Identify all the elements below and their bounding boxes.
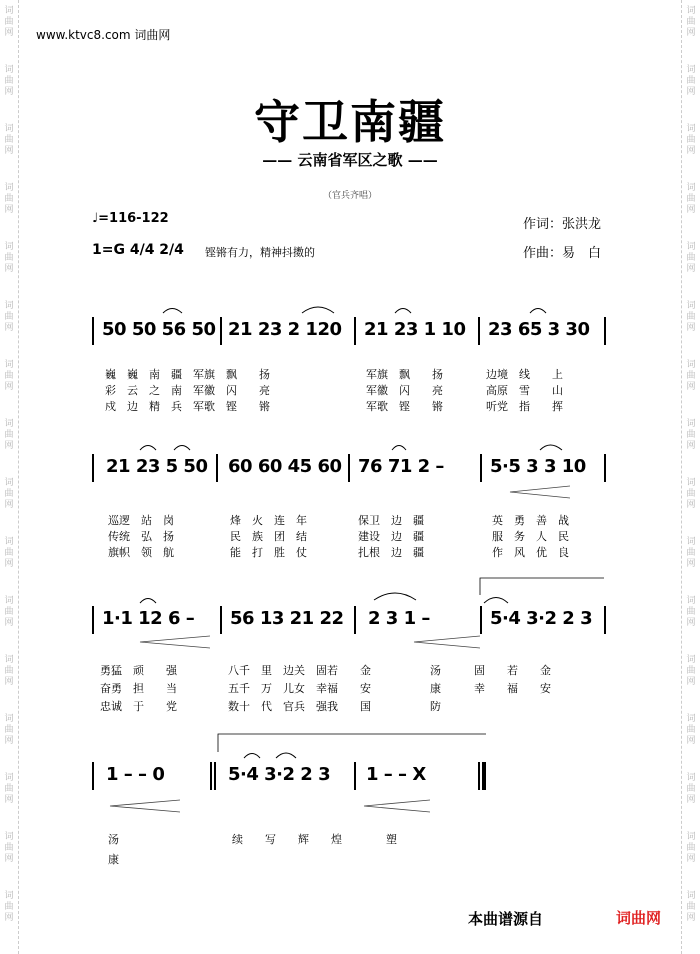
lyric-row: 八千 里 边关 固若 金 [228,664,371,677]
lyric-row: 军徽 闪 亮 [366,384,443,397]
watermark-text: 词 曲 网 [4,773,14,805]
watermark-text: 词 曲 网 [4,832,14,864]
watermark-text: 词 曲 网 [686,419,696,451]
measure: 5·4 3·2 2 3 [490,608,593,629]
measure: 21 23 1 10 [364,319,466,340]
watermark-text: 词 曲 网 [686,891,696,923]
slur [174,446,190,451]
lyric-row: 巡逻 站 岗 [108,514,174,527]
slur [163,309,182,314]
measure: 1·1 12 6 – [102,608,195,629]
lyric-row: 巍 巍 南 疆 军旗 飘 扬 [105,368,270,381]
lyric-row: 传统 弘 扬 [108,530,174,543]
lyric-row: 忠诚 于 党 [100,700,177,713]
watermark-text: 词 曲 网 [4,301,14,333]
score-line-1 [92,317,612,357]
lyric-row: 服 务 人 民 [492,530,569,543]
lyric-row: 勇猛 顽 强 [100,664,177,677]
watermark-text: 词 曲 网 [4,360,14,392]
lyric-row: 戍 边 精 兵 军歌 铿 锵 [105,400,270,413]
composer-credit: 作曲：易 白 [523,246,602,261]
watermark-text: 词 曲 网 [686,773,696,805]
watermark-text: 词 曲 网 [4,419,14,451]
site-header[interactable]: www.ktvc8.com 词曲网 [36,28,171,42]
lyric-row: 边境 线 上 [486,368,563,381]
watermark-text: 词 曲 网 [4,714,14,746]
lyric-row: 英 勇 善 战 [492,514,569,527]
lyric-row: 续 写 辉 煌 塑 [232,833,397,846]
watermark-text: 词 曲 网 [4,655,14,687]
watermark-text: 词 曲 网 [686,6,696,38]
lyric-row: 听党 指 挥 [486,400,563,413]
volta-bracket [218,734,486,752]
watermark-text: 词 曲 网 [686,832,696,864]
watermark-text: 词 曲 网 [4,124,14,156]
score-line-2 [92,454,612,494]
watermark-text: 词 曲 网 [686,655,696,687]
watermark-text: 词 曲 网 [686,183,696,215]
expression-marking: 铿锵有力，精神抖擞的 [205,246,315,259]
lyric-row: 军旗 飘 扬 [366,368,443,381]
lyric-row: 军歌 铿 锵 [366,400,443,413]
slur [374,593,416,600]
watermark-text: 词 曲 网 [4,478,14,510]
slur [484,598,508,604]
lyric-row: 汤 [108,833,119,846]
slur [244,754,260,759]
measure: 60 60 45 60 [228,456,342,477]
watermark-text: 词 曲 网 [686,360,696,392]
watermark-text: 词 曲 网 [4,6,14,38]
measure: 5·5 3 3 10 [490,456,586,477]
watermark-text: 词 曲 网 [686,478,696,510]
lyric-row: 能 打 胜 仗 [230,546,307,559]
watermark-text: 词 曲 网 [686,301,696,333]
lyric-row: 彩 云 之 南 军徽 闪 亮 [105,384,270,397]
source-label: 本曲谱源自 [468,910,544,928]
lyric-row: 建设 边 疆 [358,530,424,543]
watermark-text: 词 曲 网 [4,537,14,569]
watermark-text: 词 曲 网 [4,891,14,923]
slur [276,753,296,758]
slur [140,599,156,604]
measure: 1 – – 0 [106,764,165,785]
watermark-text: 词 曲 网 [686,714,696,746]
slur [140,446,156,451]
watermark-text: 词 曲 网 [686,65,696,97]
measure: 21 23 2 120 [228,319,342,340]
lyric-row: 扎根 边 疆 [358,546,424,559]
watermark-text: 词 曲 网 [4,242,14,274]
watermark-text: 词 曲 网 [686,537,696,569]
measure: 5·4 3·2 2 3 [228,764,331,785]
watermark-text: 词 曲 网 [4,65,14,97]
lyric-row: 奋勇 担 当 [100,682,177,695]
slur [302,307,334,313]
slur [395,309,411,314]
measure: 23 65 3 30 [488,319,590,340]
key-signature: 1=G 4/4 2/4 [92,242,184,258]
performance-note: （官兵齐唱） [322,191,377,201]
tempo-marking: ♩=116-122 [92,211,169,226]
watermark-text: 词 曲 网 [4,596,14,628]
watermark-text: 词 曲 网 [4,183,14,215]
lyric-row: 高原 雪 山 [486,384,563,397]
score-line-3 [92,606,612,646]
watermark-text: 词 曲 网 [686,596,696,628]
lyric-row: 作 风 优 良 [492,546,569,559]
volta-bracket [480,578,604,595]
lyric-row: 民 族 团 结 [230,530,307,543]
measure: 56 13 21 22 [230,608,344,629]
lyric-row: 康 幸 福 安 [430,682,551,695]
watermark-text: 词 曲 网 [686,124,696,156]
measure: 1 – – X [366,764,426,785]
lyric-row: 五千 万 儿女 幸福 安 [228,682,371,695]
measure: 2 3 1 – [368,608,430,629]
watermark-text: 词 曲 网 [686,242,696,274]
lyric-row: 防 [430,700,441,713]
song-title: 守卫南疆 [254,95,446,149]
lyric-row: 保卫 边 疆 [358,514,424,527]
measure: 21 23 5 50 [106,456,208,477]
slur [540,445,562,450]
lyric-row: 汤 固 若 金 [430,664,551,677]
slur [392,446,406,451]
slur [530,309,546,314]
lyric-row: 康 [108,853,119,866]
song-subtitle: —— 云南省军区之歌 —— [262,151,438,169]
measure: 50 50 56 50 [102,319,216,340]
score-line-4 [92,762,492,802]
lyric-row: 数十 代 官兵 强我 国 [228,700,371,713]
source-brand-link[interactable]: 词曲网 [616,909,662,927]
lyric-row: 烽 火 连 年 [230,514,307,527]
lyric-row: 旗帜 领 航 [108,546,174,559]
measure: 76 71 2 – [358,456,444,477]
lyricist-credit: 作词：张洪龙 [523,217,602,232]
